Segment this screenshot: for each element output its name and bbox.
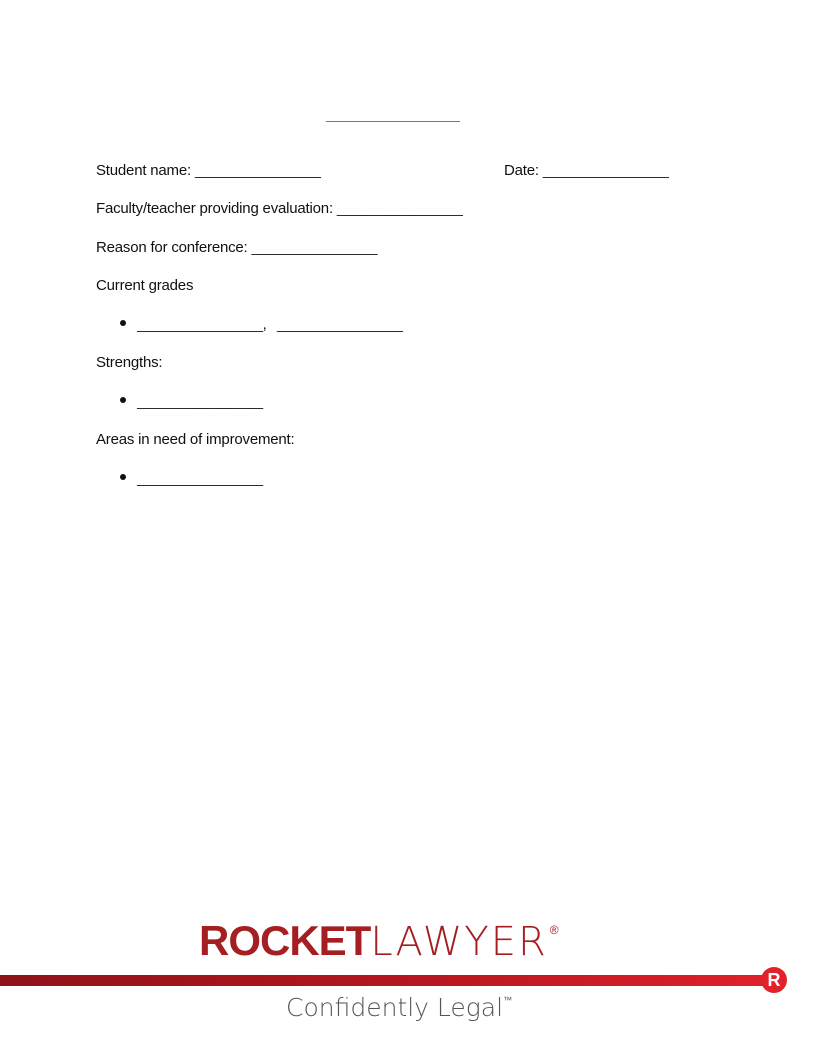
faculty-blank[interactable]: ________________ [336,200,463,217]
improvement-heading: Areas in need of improvement: [96,431,295,448]
strengths-blank[interactable]: ________________ [137,393,263,410]
improvement-bullet [120,470,263,487]
grade-blank-1[interactable]: ________________ [137,316,263,333]
improvement-blank[interactable]: ________________ [137,470,263,487]
grade-separator: , [262,316,267,333]
rocket-lawyer-logo [199,918,559,963]
footer-gradient-bar [0,975,770,986]
reason-blank[interactable]: ________________ [251,239,377,256]
current-grades-heading: Current grades [96,277,194,294]
date-field [504,162,668,179]
trademark-mark: ™ [503,996,513,1006]
faculty-label: Faculty/teacher providing evaluation: [96,200,333,217]
tagline [286,993,512,1022]
student-name-label: Student name: [96,162,191,179]
bullet-icon [120,320,126,326]
student-name-blank[interactable]: ________________ [194,162,321,179]
strengths-heading: Strengths: [96,354,163,371]
bullet-icon [120,397,126,403]
student-name-field [96,162,320,179]
document-title-blank[interactable]: _________________ [326,107,460,124]
grade-blank-2[interactable]: ________________ [277,316,403,333]
faculty-field [96,200,462,217]
reason-field [96,239,377,256]
bullet-icon [120,474,126,480]
date-blank[interactable]: ________________ [542,162,669,179]
date-label: Date: [504,162,539,179]
reason-label: Reason for conference: [96,239,248,256]
r-badge-icon: R [761,967,787,993]
logo-lawyer-text: LAWYER [370,919,548,965]
logo-rocket-text: ROCKET [199,917,371,964]
registered-mark: ® [549,923,559,937]
strengths-bullet [120,393,263,410]
current-grades-bullet [120,316,402,333]
tagline-text: Confidently Legal [286,993,504,1022]
